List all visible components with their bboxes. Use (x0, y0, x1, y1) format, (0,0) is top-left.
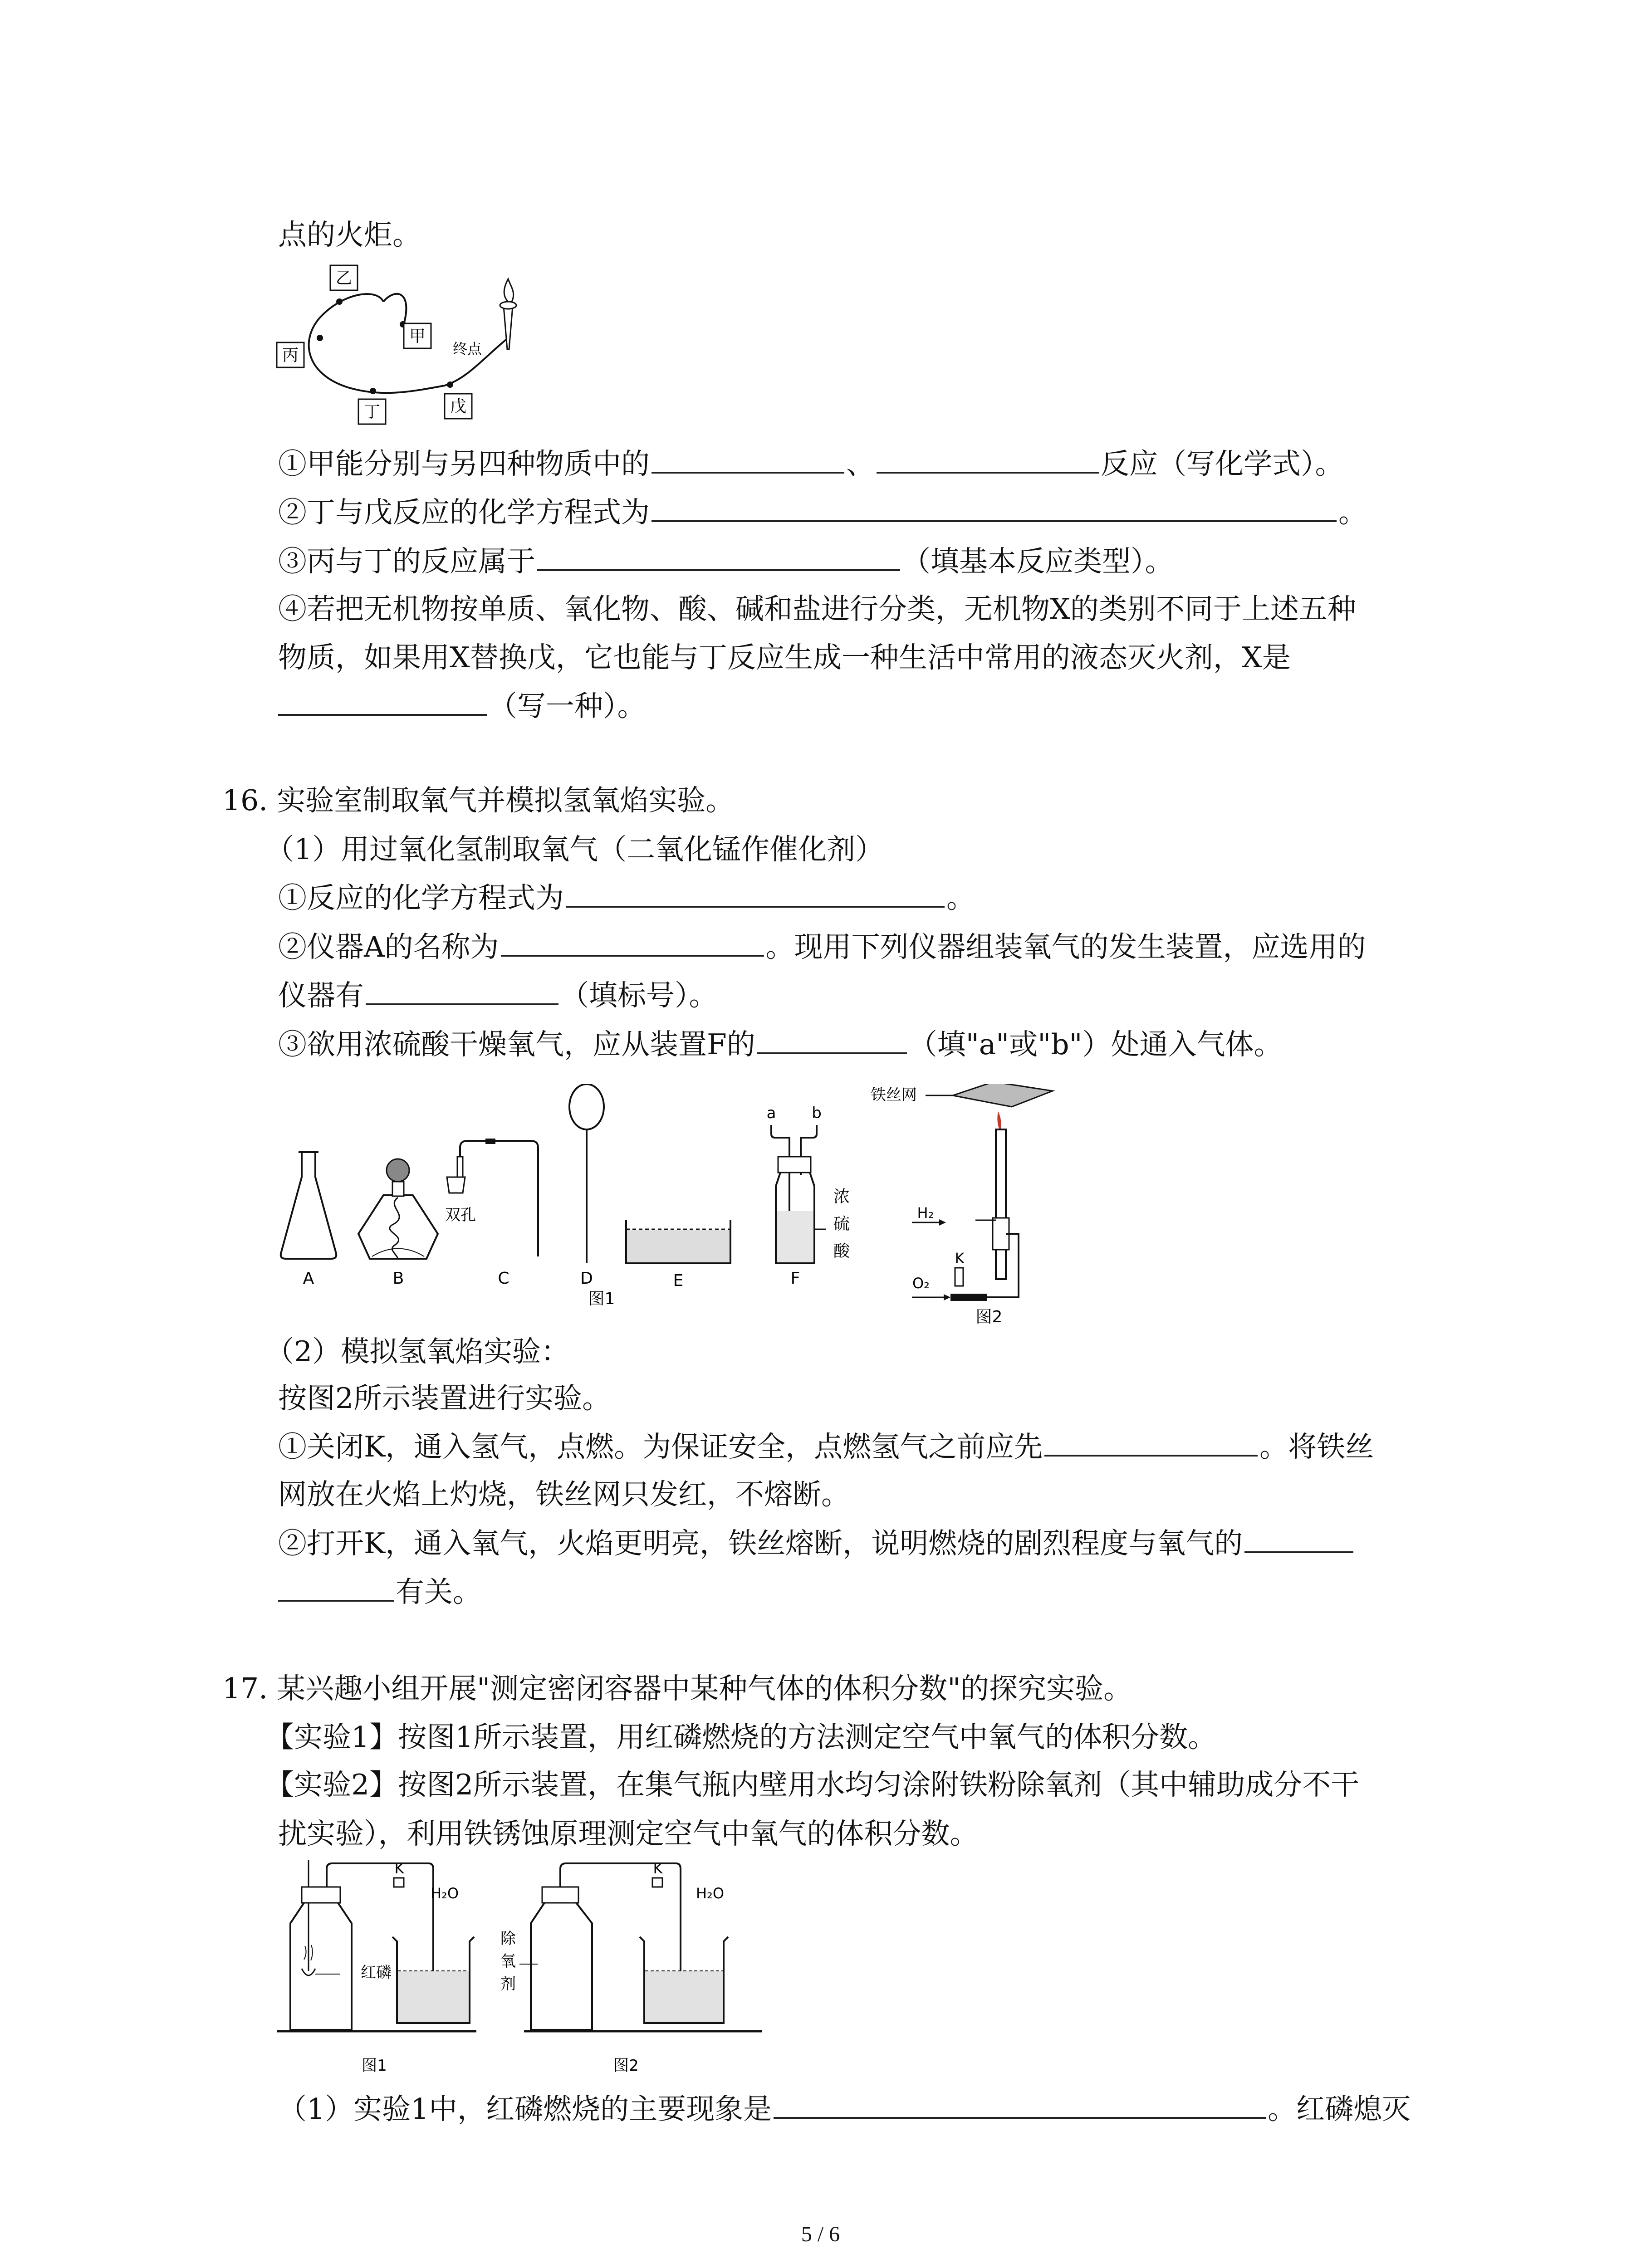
label-iron-mesh: 铁丝网 (871, 1086, 917, 1104)
trough-icon (626, 1220, 730, 1263)
answer-blank[interactable] (1044, 1452, 1258, 1457)
q15-intro-tail: 点的火炬。 (278, 218, 421, 251)
q16-part2: （2）模拟氢氧焰实验： (265, 1335, 570, 1368)
label-h2o-2: H₂O (696, 1885, 725, 1902)
q17-sub1: （1）实验1中，红磷燃烧的主要现象是 。红磷熄灭 (278, 2092, 1411, 2126)
q17-title: 17. 某兴趣小组开展"测定密闭容器中某种气体的体积分数"的探究实验。 (222, 1672, 1132, 1705)
q16-part1-sub2: ②仪器A的名称为 。现用下列仪器组装氧气的发生装置，应选用的 (278, 930, 1366, 963)
node-wu: 戊 (450, 397, 467, 416)
label-d: D (580, 1269, 593, 1288)
fig2-caption: 图2 (975, 1308, 1003, 1326)
q15-sub1: ①甲能分别与另四种物质中的 、 反应（写化学式）。 (278, 447, 1344, 480)
label-shuangkong: 双孔 (445, 1206, 476, 1224)
fig2-caption-q17: 图2 (613, 2057, 639, 2075)
stopper-tube-icon (447, 1139, 538, 1256)
q15-sub3: ③丙与丁的反应属于 （填基本反应类型）。 (278, 545, 1174, 578)
label-b: B (392, 1269, 404, 1288)
q17-apparatus-figure (277, 1855, 798, 2087)
q16-part2-sub2-cont: 有关。 (278, 1574, 481, 1610)
beaker-icon (640, 1937, 728, 2023)
q16-part2-sub1: ①关闭K，通入氢气，点燃。为保证安全，点燃氢气之前应先 。将铁丝 (278, 1430, 1374, 1463)
q16-part1-sub3: ③欲用浓硫酸干燥氧气，应从装置F的 （填"a"或"b"）处通入气体。 (278, 1028, 1283, 1061)
label-ji: 剂 (500, 1975, 516, 1993)
q16-part2-sub1-cont: 网放在火焰上灼烧，铁丝网只发红，不熔断。 (278, 1478, 850, 1511)
oxyhydrogen-apparatus-icon (871, 1084, 1053, 1301)
gas-bottle-icon (290, 1860, 395, 2030)
label-a: A (303, 1269, 314, 1288)
q16-part2-sub2: ②打开K，通入氧气，火焰更明亮，铁丝熔断，说明燃烧的剧烈程度与氧气的 (278, 1525, 1355, 1562)
answer-blank[interactable] (278, 1597, 394, 1602)
torch-icon (500, 279, 516, 349)
q16-part1-sub1: ①反应的化学方程式为 。 (278, 881, 975, 914)
node-yi: 乙 (335, 269, 353, 288)
label-k-1: K (394, 1860, 404, 1877)
answer-blank[interactable] (537, 567, 900, 571)
node-ding: 丁 (363, 403, 381, 421)
answer-blank[interactable] (501, 952, 764, 957)
label-e: E (673, 1271, 684, 1290)
label-port-a: a (766, 1104, 776, 1122)
q16-apparatus-figure (277, 1084, 1071, 1329)
label-k: K (955, 1250, 965, 1267)
node-jia: 甲 (409, 327, 426, 346)
answer-blank[interactable] (757, 1050, 907, 1054)
q17-exp2-cont: 扰实验），利用铁锈蚀原理测定空气中氧气的体积分数。 (278, 1817, 979, 1850)
label-k-2: K (653, 1860, 663, 1877)
label-h2o-1: H₂O (430, 1885, 459, 1902)
gas-wash-bottle-icon (767, 1104, 850, 1263)
label-chu: 除 (500, 1930, 516, 1948)
label-acid-1: 浓 (833, 1188, 850, 1206)
label-port-b: b (812, 1104, 822, 1122)
answer-blank[interactable] (1244, 1549, 1353, 1553)
answer-blank[interactable] (652, 518, 1337, 522)
q16-part1-sub2-cont: 仪器有 （填标号）。 (278, 979, 718, 1012)
q15-sub4-line3: （写一种）。 (278, 688, 646, 724)
label-o2: O₂ (912, 1275, 930, 1292)
separatory-apparatus-icon (358, 1159, 438, 1259)
answer-blank[interactable] (774, 2114, 1266, 2119)
q17-exp1: 【实验1】按图1所示装置，用红磷燃烧的方法测定空气中氧气的体积分数。 (265, 1721, 1217, 1754)
label-h2: H₂ (917, 1204, 934, 1222)
q15-sub2: ②丁与戊反应的化学方程式为 。 (278, 496, 1367, 529)
answer-blank[interactable] (652, 469, 844, 474)
q16-part2-intro: 按图2所示装置进行实验。 (278, 1382, 611, 1415)
end-label: 终点 (452, 340, 482, 357)
q15-torch-route-figure (272, 256, 544, 433)
fig1-caption: 图1 (588, 1290, 615, 1308)
gas-bottle-icon (500, 1863, 640, 2030)
label-c: C (498, 1269, 509, 1288)
node-bing: 丙 (282, 346, 299, 365)
label-acid-3: 酸 (833, 1242, 850, 1261)
label-f: F (790, 1269, 800, 1288)
flask-icon (281, 1152, 337, 1259)
q15-sub4-line1: ④若把无机物按单质、氧化物、酸、碱和盐进行分类，无机物X的类别不同于上述五种 (278, 592, 1356, 626)
q16-title: 16. 实验室制取氧气并模拟氢氧焰实验。 (222, 784, 735, 817)
label-acid-2: 硫 (833, 1215, 850, 1233)
answer-blank[interactable] (366, 1001, 558, 1005)
q15-sub4-line2: 物质，如果用X替换戊，它也能与丁反应生成一种生活中常用的液态灭火剂，X是 (278, 641, 1291, 674)
q17-exp2: 【实验2】按图2所示装置，在集气瓶内壁用水均匀涂附铁粉除氧剂（其中辅助成分不干 (265, 1768, 1360, 1801)
answer-blank[interactable] (566, 903, 945, 908)
funnel-icon (569, 1084, 604, 1263)
fig1-caption-q17: 图1 (362, 2057, 387, 2075)
label-yang: 氧 (500, 1952, 516, 1970)
q16-part1: （1）用过氧化氢制取氧气（二氧化锰作催化剂） (265, 833, 884, 866)
page-number: 5 / 6 (801, 2222, 840, 2246)
label-red-phosphorus: 红磷 (361, 1964, 392, 1982)
answer-blank[interactable] (877, 469, 1099, 474)
answer-blank[interactable] (278, 711, 487, 716)
